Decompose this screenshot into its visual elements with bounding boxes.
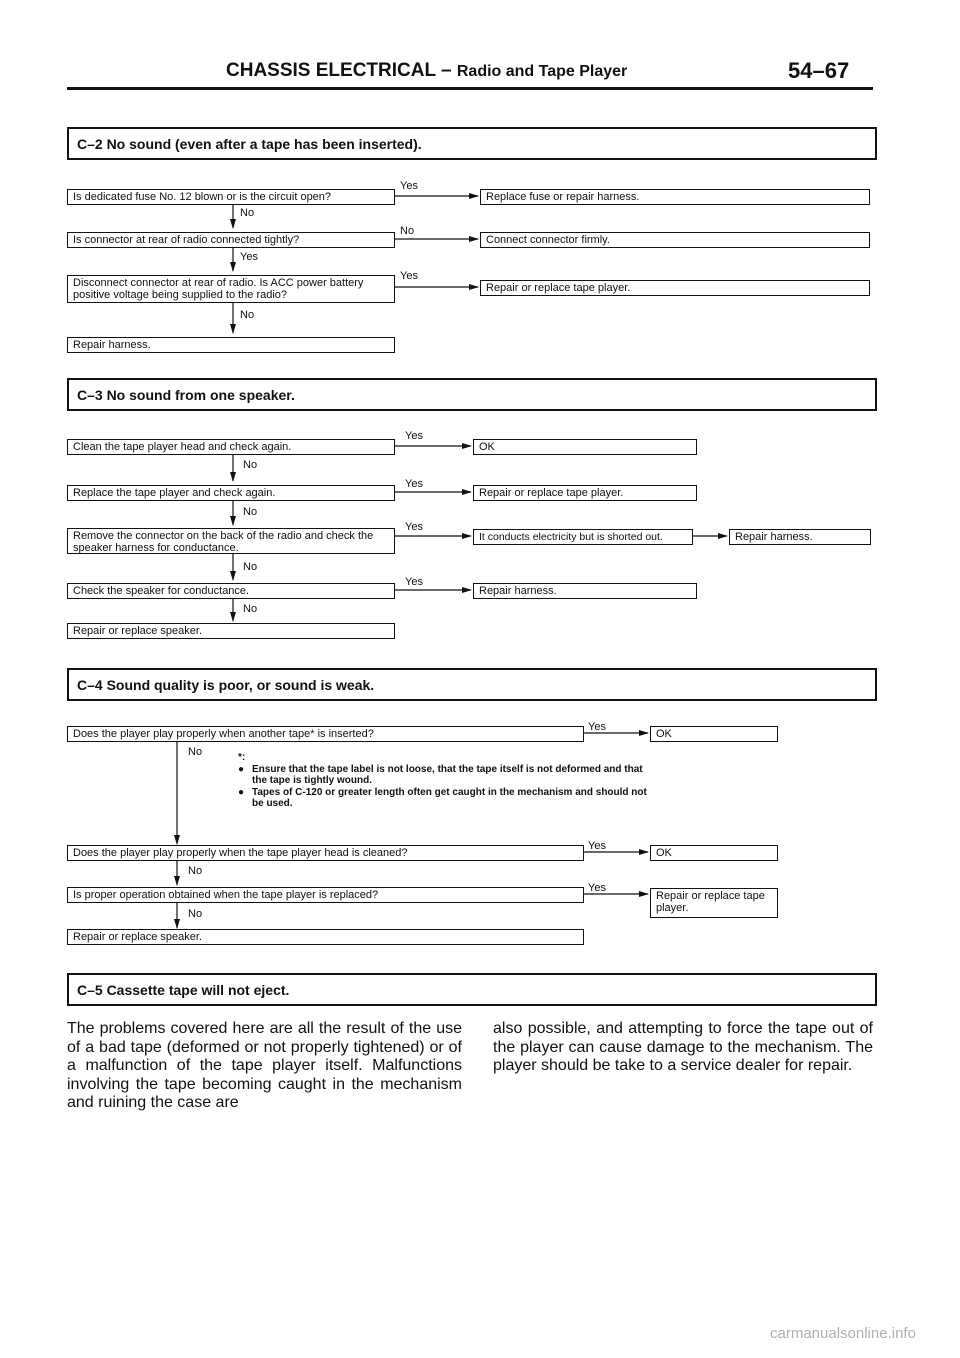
c3-question-3: Remove the connector on the back of the radio and check the speaker harness for conductance. <box>67 528 395 554</box>
c5-paragraph-left: The problems covered here are all the result of the use of a bad tape (deformed or not properly tightened) or of a malfunction of the tape player itself. Malfunctions involving the tape becoming caught in the mechanism and ruining the case are <box>67 1020 462 1111</box>
c2-label-no-3: No <box>240 309 255 321</box>
bullet-icon: ● <box>238 763 245 775</box>
c4-label-no-2: No <box>188 865 203 877</box>
c4-label-no-3: No <box>188 908 203 920</box>
c2-end-action: Repair harness. <box>67 337 395 353</box>
c4-result-1: OK <box>650 726 778 742</box>
c3-label-yes-1: Yes <box>405 430 423 442</box>
c3-result-3: It conducts electricity but is shorted out. <box>473 529 693 545</box>
c4-question-3: Is proper operation obtained when the tape player is replaced? <box>67 887 584 903</box>
c5-paragraph-right: also possible, and attempting to force the tape out of the player can cause damage to the mechanism. The player should be take to a service dealer for repair. <box>493 1020 873 1074</box>
c3-result-2: Repair or replace tape player. <box>473 485 697 501</box>
c4-section-title: C–4 Sound quality is poor, or sound is weak. <box>67 668 877 701</box>
c3-end-action: Repair or replace speaker. <box>67 623 395 639</box>
c3-question-4: Check the speaker for conductance. <box>67 583 395 599</box>
c3-label-yes-2: Yes <box>405 478 423 490</box>
c2-label-yes-1: Yes <box>400 180 418 192</box>
page-number: 54–67 <box>788 58 850 83</box>
c4-question-1: Does the player play properly when another tape* is inserted? <box>67 726 584 742</box>
c3-label-no-3: No <box>243 561 258 573</box>
c2-question-1: Is dedicated fuse No. 12 blown or is the circuit open? <box>67 189 395 205</box>
c5-section-title: C–5 Cassette tape will not eject. <box>67 973 877 1006</box>
c4-label-yes-1: Yes <box>588 721 606 733</box>
c3-question-1: Clean the tape player head and check again. <box>67 439 395 455</box>
c3-label-no-2: No <box>243 506 258 518</box>
c3-question-2: Replace the tape player and check again. <box>67 485 395 501</box>
c2-question-3: Disconnect connector at rear of radio. Is ACC power battery positive voltage being supplied to the radio? <box>67 275 395 303</box>
c4-question-2: Does the player play properly when the tape player head is cleaned? <box>67 845 584 861</box>
c4-note-item <box>238 764 648 787</box>
c4-note-item-text: Tapes of C-120 or greater length often get caught in the mechanism and should not be used. <box>252 786 647 809</box>
c3-result-4: Repair harness. <box>473 583 697 599</box>
header-title-main: CHASSIS ELECTRICAL – <box>226 60 457 81</box>
c4-label-yes-3: Yes <box>588 882 606 894</box>
c3-label-no-4: No <box>243 603 258 615</box>
c4-result-3: Repair or replace tape player. <box>650 888 778 918</box>
footer-watermark: carmanualsonline.info <box>770 1325 916 1342</box>
c3-result-3b: Repair harness. <box>729 529 871 545</box>
c2-label-no-2: No <box>400 225 415 237</box>
c2-label-no-1: No <box>240 207 255 219</box>
c3-section-title: C–3 No sound from one speaker. <box>67 378 877 411</box>
c4-label-yes-2: Yes <box>588 840 606 852</box>
c2-label-yes-3: Yes <box>400 270 418 282</box>
c2-section-title: C–2 No sound (even after a tape has been inserted). <box>67 127 877 160</box>
c4-end-action: Repair or replace speaker. <box>67 929 584 945</box>
c2-question-2: Is connector at rear of radio connected tightly? <box>67 232 395 248</box>
c3-result-1: OK <box>473 439 697 455</box>
bullet-icon: ● <box>238 786 245 798</box>
c4-label-no-1: No <box>188 746 203 758</box>
c2-result-2: Connect connector firmly. <box>480 232 870 248</box>
header-rule <box>67 87 873 90</box>
c4-note <box>238 752 648 810</box>
c4-note-item-text: Ensure that the tape label is not loose, that the tape itself is not deformed and that the tape is tightly wound. <box>252 763 643 786</box>
c2-label-yes-2: Yes <box>240 251 258 263</box>
header-title-sub: Radio and Tape Player <box>456 63 628 80</box>
c4-result-2: OK <box>650 845 778 861</box>
page-header-title <box>226 60 627 82</box>
c4-note-mark: *: <box>238 752 246 763</box>
c2-result-3: Repair or replace tape player. <box>480 280 870 296</box>
c2-result-1: Replace fuse or repair harness. <box>480 189 870 205</box>
c4-note-item <box>238 787 648 810</box>
c3-label-no-1: No <box>243 459 258 471</box>
c3-label-yes-3: Yes <box>405 521 423 533</box>
c3-label-yes-4: Yes <box>405 576 423 588</box>
